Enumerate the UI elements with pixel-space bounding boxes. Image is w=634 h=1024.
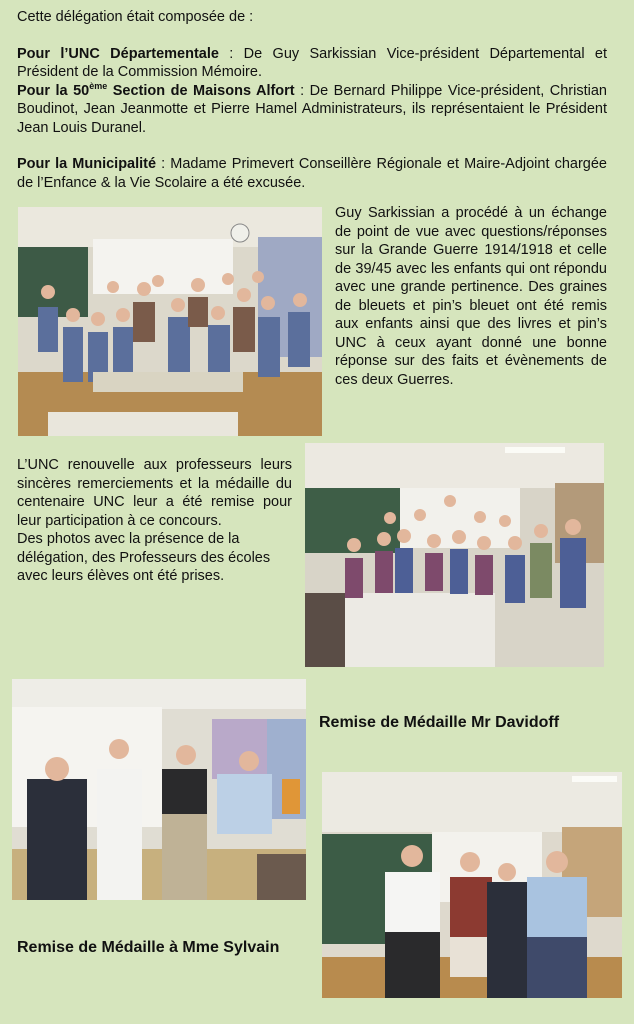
photos-paragraph: Des photos avec la présence de la délégation, des Professeurs des écoles avec leurs élèves ont été prises. [17, 531, 271, 584]
class-group-photo-1 [18, 207, 322, 436]
guy-paragraph: Guy Sarkissian a procédé à un échange de point de vue avec questions/réponses sur la Grande Guerre 1914/1918 et celle de 39/45 avec les enfants qui ont répondu avec une grande pertinence. Des graines de bleuets et pin’s bleuet ont été remis aux enfants ainsi que des livres et pin’s UNC à ceux ayant donné une bonne réponse sur des faits et évènements de ces deux Guerres. [335, 205, 607, 388]
municipalite-label: Pour la Municipalité [17, 156, 157, 172]
medal-ceremony-photo-sylvain [12, 679, 306, 900]
medal-ceremony-photo-davidoff [322, 772, 622, 998]
caption-davidoff: Remise de Médaille Mr Davidoff [319, 714, 560, 731]
caption-sylvain: Remise de Médaille à Mme Sylvain [17, 939, 280, 956]
unc-text: : De Guy Sarkissian Vice-président Départemental et Président de la Commission Mémoire. [17, 45, 607, 80]
section-label: Pour la 50ème Section de Maisons Alfort [17, 80, 295, 99]
section-text: : De Bernard Philippe Vice-président, Christian Boudinot, Jean Jeanmotte et Pierre Hamel Administrateurs, ils représentaient le Président Jean Louis Duranel. [17, 82, 607, 136]
composition-line: Cette délégation était composée de : [17, 9, 254, 25]
class-group-photo-2 [305, 443, 604, 667]
unc-departementale-paragraph [17, 45, 607, 82]
section-paragraph [17, 82, 607, 138]
municipalite-text: : Madame Primevert Conseillère Régionale et Maire-Adjoint chargée de l’Enfance & la Vie Scolaire a été excusée. [17, 156, 607, 191]
unc-thanks-paragraph: L’UNC renouvelle aux professeurs leurs sincères remerciements et la médaille du centenaire UNC leur a été remise pour leur participation à ce concours. [17, 457, 292, 529]
unc-label: Pour l’UNC Départementale [17, 45, 219, 62]
municipalite-paragraph [17, 155, 607, 192]
intro-section [17, 8, 607, 192]
unc-thanks-section [17, 456, 292, 586]
